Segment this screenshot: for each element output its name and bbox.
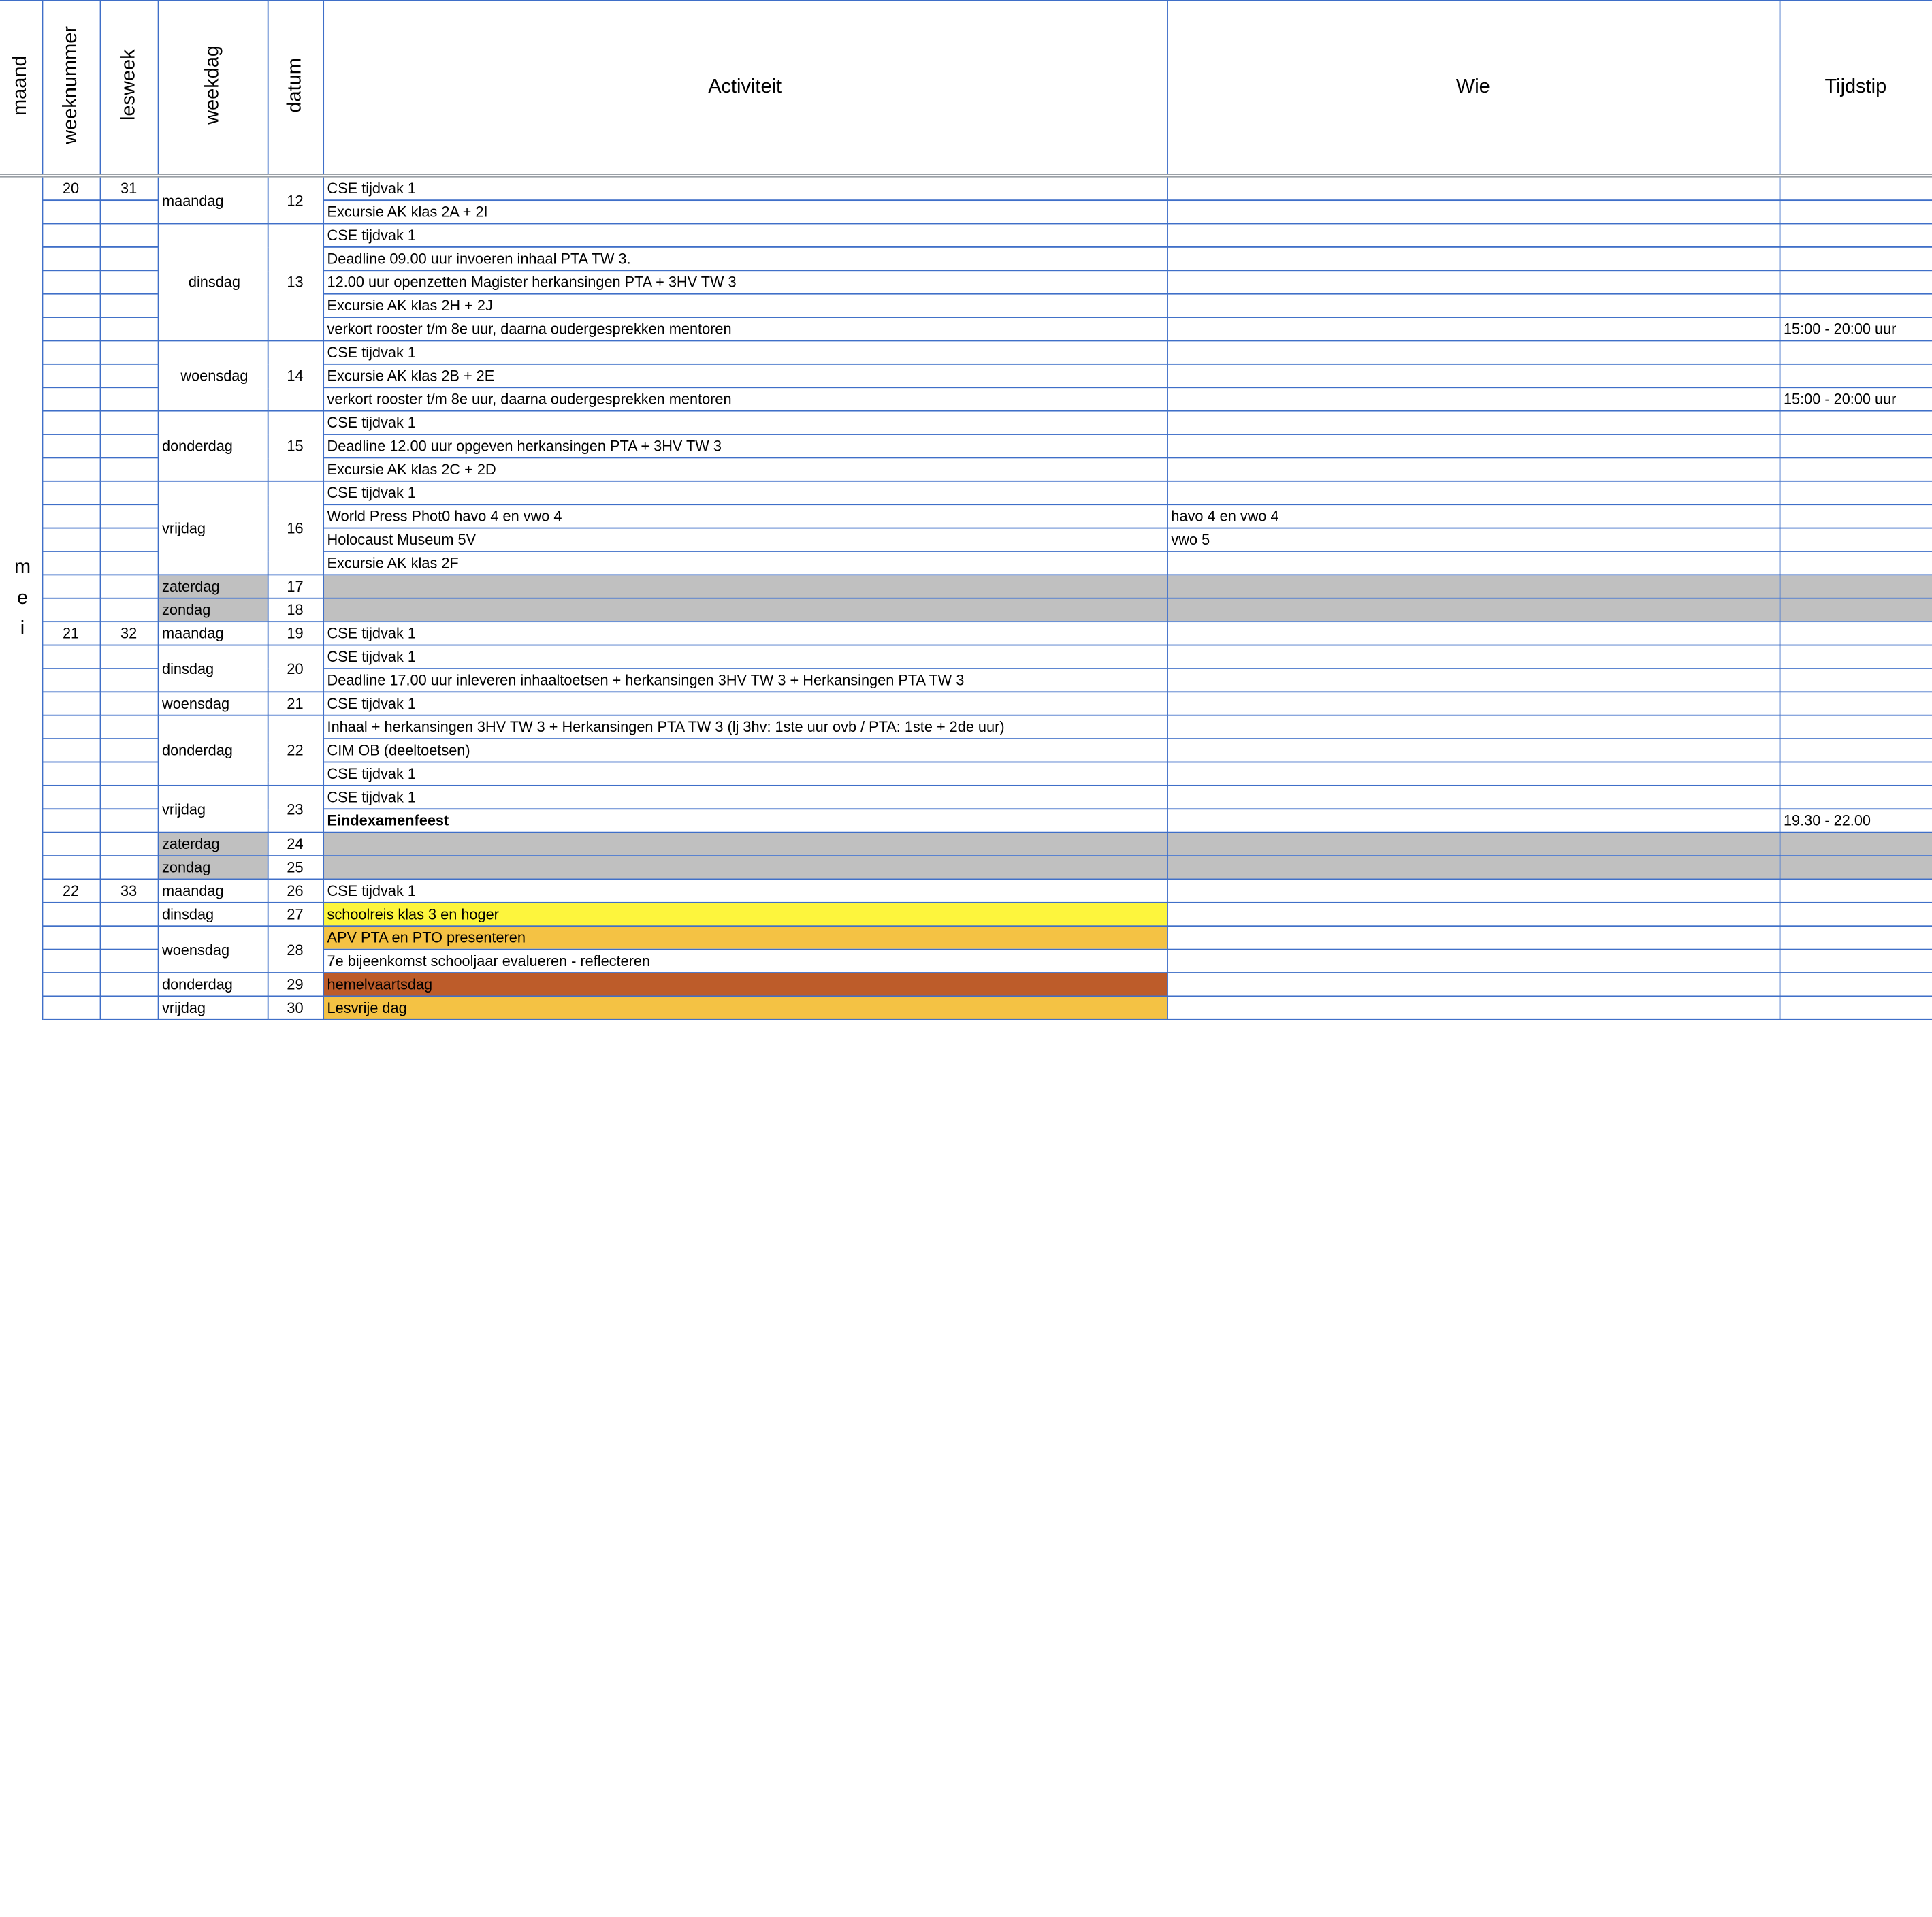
tijdstip-cell[interactable] [1780, 856, 1932, 879]
activiteit-cell[interactable]: CSE tijdvak 1 [323, 481, 1167, 504]
wie-cell[interactable] [1167, 340, 1780, 364]
activiteit-cell[interactable]: Excursie AK klas 2C + 2D [323, 457, 1167, 481]
tijdstip-cell[interactable] [1780, 645, 1932, 668]
wie-cell[interactable] [1167, 809, 1780, 832]
wie-cell[interactable] [1167, 317, 1780, 340]
activiteit-cell[interactable]: verkort rooster t/m 8e uur, daarna oudergesprekken mentoren [323, 317, 1167, 340]
wie-cell[interactable] [1167, 622, 1780, 645]
lesweek-cell[interactable] [100, 200, 158, 223]
wie-cell[interactable] [1167, 457, 1780, 481]
activiteit-cell[interactable]: CSE tijdvak 1 [323, 762, 1167, 785]
wie-cell[interactable] [1167, 903, 1780, 926]
weeknummer-cell[interactable]: 22 [42, 879, 100, 902]
wie-cell[interactable] [1167, 668, 1780, 692]
activiteit-cell[interactable]: hemelvaartsdag [323, 973, 1167, 996]
table-row [0, 645, 1932, 668]
weeknummer-cell[interactable] [42, 950, 100, 973]
weeknummer-cell[interactable] [42, 247, 100, 270]
weeknummer-cell[interactable] [42, 575, 100, 598]
activiteit-cell[interactable]: 7e bijeenkomst schooljaar evalueren - reflecteren [323, 950, 1167, 973]
tijdstip-cell[interactable] [1780, 996, 1932, 1019]
lesweek-cell[interactable] [100, 762, 158, 785]
weeknummer-cell[interactable] [42, 270, 100, 293]
weeknummer-cell[interactable] [42, 481, 100, 504]
lesweek-cell[interactable] [100, 973, 158, 996]
datum-cell[interactable]: 29 [268, 973, 323, 996]
activiteit-cell[interactable]: Inhaal + herkansingen 3HV TW 3 + Herkansingen PTA TW 3 (lj 3hv: 1ste uur ovb / PTA: 1ste + 2de uur) [323, 715, 1167, 739]
wie-cell[interactable] [1167, 176, 1780, 200]
weekdag-cell[interactable]: donderdag [158, 715, 268, 786]
wie-cell[interactable] [1167, 762, 1780, 785]
activiteit-cell[interactable]: World Press Phot0 havo 4 en vwo 4 [323, 504, 1167, 528]
tijdstip-cell[interactable] [1780, 692, 1932, 715]
weeknummer-cell[interactable] [42, 786, 100, 809]
header-weekdag[interactable]: weekdag [158, 1, 268, 176]
lesweek-cell[interactable] [100, 715, 158, 739]
activiteit-cell[interactable]: CSE tijdvak 1 [323, 622, 1167, 645]
activiteit-cell[interactable]: CSE tijdvak 1 [323, 224, 1167, 247]
table-row [0, 926, 1932, 949]
wie-cell[interactable] [1167, 575, 1780, 598]
weeknummer-cell[interactable] [42, 387, 100, 410]
weeknummer-cell[interactable] [42, 645, 100, 668]
weeknummer-cell[interactable] [42, 739, 100, 762]
activiteit-cell[interactable]: CSE tijdvak 1 [323, 692, 1167, 715]
lesweek-cell[interactable] [100, 340, 158, 364]
wie-cell[interactable] [1167, 551, 1780, 575]
lesweek-cell[interactable] [100, 528, 158, 551]
tijdstip-cell[interactable] [1780, 434, 1932, 457]
wie-cell[interactable] [1167, 879, 1780, 902]
weeknummer-cell[interactable] [42, 926, 100, 949]
weekdag-cell[interactable]: woensdag [158, 926, 268, 973]
datum-cell[interactable]: 23 [268, 786, 323, 833]
tijdstip-cell[interactable]: 19.30 - 22.00 [1780, 809, 1932, 832]
tijdstip-cell[interactable] [1780, 224, 1932, 247]
datum-cell[interactable]: 18 [268, 598, 323, 622]
weekdag-cell[interactable]: zaterdag [158, 575, 268, 598]
wie-cell[interactable] [1167, 739, 1780, 762]
datum-cell[interactable]: 26 [268, 879, 323, 902]
weeknummer-cell[interactable] [42, 996, 100, 1019]
weeknummer-cell[interactable] [42, 762, 100, 785]
table-row [0, 340, 1932, 364]
tijdstip-cell[interactable] [1780, 833, 1932, 856]
datum-cell[interactable]: 14 [268, 340, 323, 410]
tijdstip-cell[interactable] [1780, 903, 1932, 926]
datum-cell[interactable]: 21 [268, 692, 323, 715]
weekdag-cell[interactable]: vrijdag [158, 481, 268, 575]
wie-cell[interactable] [1167, 598, 1780, 622]
table-row [0, 411, 1932, 434]
table-row [0, 575, 1932, 598]
activiteit-cell[interactable]: Excursie AK klas 2B + 2E [323, 364, 1167, 387]
activiteit-cell[interactable]: CIM OB (deeltoetsen) [323, 739, 1167, 762]
tijdstip-cell[interactable] [1780, 879, 1932, 902]
tijdstip-cell[interactable]: 15:00 - 20:00 uur [1780, 317, 1932, 340]
tijdstip-cell[interactable] [1780, 926, 1932, 949]
wie-cell[interactable] [1167, 247, 1780, 270]
lesweek-cell[interactable] [100, 575, 158, 598]
table-row [0, 622, 1932, 645]
table-row [0, 973, 1932, 996]
lesweek-cell[interactable] [100, 996, 158, 1019]
lesweek-cell[interactable] [100, 434, 158, 457]
weeknummer-cell[interactable] [42, 457, 100, 481]
weekdag-cell[interactable]: maandag [158, 622, 268, 645]
activiteit-cell[interactable]: Excursie AK klas 2H + 2J [323, 294, 1167, 317]
table-row [0, 786, 1932, 809]
lesweek-cell[interactable] [100, 317, 158, 340]
activiteit-cell[interactable]: Deadline 09.00 uur invoeren inhaal PTA TW 3. [323, 247, 1167, 270]
table-row [0, 879, 1932, 902]
tijdstip-cell[interactable] [1780, 176, 1932, 200]
wie-cell[interactable] [1167, 294, 1780, 317]
activiteit-cell[interactable] [323, 598, 1167, 622]
header-wie[interactable]: Wie [1167, 1, 1780, 176]
weeknummer-cell[interactable] [42, 528, 100, 551]
lesweek-cell[interactable] [100, 457, 158, 481]
header-lesweek[interactable]: lesweek [100, 1, 158, 176]
wie-cell[interactable] [1167, 387, 1780, 410]
weeknummer-cell[interactable] [42, 668, 100, 692]
table-row [0, 996, 1932, 1019]
weeknummer-cell[interactable] [42, 224, 100, 247]
month-cell[interactable] [0, 176, 42, 1020]
datum-cell[interactable]: 12 [268, 176, 323, 224]
wie-cell[interactable] [1167, 270, 1780, 293]
lesweek-cell[interactable]: 33 [100, 879, 158, 902]
lesweek-cell[interactable]: 32 [100, 622, 158, 645]
weeknummer-cell[interactable] [42, 411, 100, 434]
activiteit-cell[interactable]: CSE tijdvak 1 [323, 411, 1167, 434]
table-row [0, 833, 1932, 856]
tijdstip-cell[interactable]: 15:00 - 20:00 uur [1780, 387, 1932, 410]
weeknummer-cell[interactable]: 21 [42, 622, 100, 645]
wie-cell[interactable] [1167, 224, 1780, 247]
datum-cell[interactable]: 13 [268, 224, 323, 341]
table-row [0, 903, 1932, 926]
activiteit-cell[interactable] [323, 833, 1167, 856]
month-letter: m [14, 557, 31, 579]
weekdag-cell[interactable]: dinsdag [158, 903, 268, 926]
wie-cell[interactable]: havo 4 en vwo 4 [1167, 504, 1780, 528]
header-maand[interactable]: maand [0, 1, 42, 176]
weeknummer-cell[interactable] [42, 551, 100, 575]
activiteit-cell[interactable]: Deadline 12.00 uur opgeven herkansingen PTA + 3HV TW 3 [323, 434, 1167, 457]
wie-cell[interactable] [1167, 364, 1780, 387]
table-row [0, 692, 1932, 715]
activiteit-cell[interactable]: Lesvrije dag [323, 996, 1167, 1019]
header-activiteit[interactable]: Activiteit [323, 1, 1167, 176]
lesweek-cell[interactable] [100, 551, 158, 575]
weeknummer-cell[interactable] [42, 598, 100, 622]
weeknummer-cell[interactable] [42, 715, 100, 739]
activiteit-cell[interactable]: Eindexamenfeest [323, 809, 1167, 832]
wie-cell[interactable] [1167, 481, 1780, 504]
tijdstip-cell[interactable] [1780, 294, 1932, 317]
tijdstip-cell[interactable] [1780, 598, 1932, 622]
weekdag-cell[interactable]: zaterdag [158, 833, 268, 856]
lesweek-cell[interactable] [100, 598, 158, 622]
tijdstip-cell[interactable] [1780, 715, 1932, 739]
weeknummer-cell[interactable] [42, 317, 100, 340]
lesweek-cell[interactable] [100, 903, 158, 926]
tijdstip-cell[interactable] [1780, 575, 1932, 598]
datum-cell[interactable]: 30 [268, 996, 323, 1019]
wie-cell[interactable] [1167, 411, 1780, 434]
weeknummer-cell[interactable] [42, 340, 100, 364]
tijdstip-cell[interactable] [1780, 528, 1932, 551]
activiteit-cell[interactable]: Excursie AK klas 2A + 2I [323, 200, 1167, 223]
tijdstip-cell[interactable] [1780, 622, 1932, 645]
tijdstip-cell[interactable] [1780, 739, 1932, 762]
activiteit-cell[interactable]: 12.00 uur openzetten Magister herkansingen PTA + 3HV TW 3 [323, 270, 1167, 293]
weeknummer-cell[interactable] [42, 856, 100, 879]
lesweek-cell[interactable] [100, 270, 158, 293]
weekdag-cell[interactable]: woensdag [158, 340, 268, 410]
tijdstip-cell[interactable] [1780, 786, 1932, 809]
activiteit-cell[interactable]: CSE tijdvak 1 [323, 786, 1167, 809]
lesweek-cell[interactable] [100, 481, 158, 504]
datum-cell[interactable]: 16 [268, 481, 323, 575]
lesweek-cell[interactable] [100, 411, 158, 434]
activiteit-cell[interactable]: CSE tijdvak 1 [323, 340, 1167, 364]
tijdstip-cell[interactable] [1780, 504, 1932, 528]
weekdag-cell[interactable]: vrijdag [158, 996, 268, 1019]
header-datum[interactable]: datum [268, 1, 323, 176]
tijdstip-cell[interactable] [1780, 481, 1932, 504]
weeknummer-cell[interactable] [42, 364, 100, 387]
lesweek-cell[interactable] [100, 247, 158, 270]
weeknummer-cell[interactable] [42, 504, 100, 528]
tijdstip-cell[interactable] [1780, 247, 1932, 270]
table-row [0, 176, 1932, 200]
table-row [0, 481, 1932, 504]
lesweek-cell[interactable]: 31 [100, 176, 158, 200]
month-letter: i [20, 619, 25, 640]
activiteit-cell[interactable]: CSE tijdvak 1 [323, 645, 1167, 668]
tijdstip-cell[interactable] [1780, 457, 1932, 481]
lesweek-cell[interactable] [100, 926, 158, 949]
weeknummer-cell[interactable] [42, 833, 100, 856]
header-tijdstip[interactable]: Tijdstip [1780, 1, 1932, 176]
lesweek-cell[interactable] [100, 364, 158, 387]
lesweek-cell[interactable] [100, 950, 158, 973]
lesweek-cell[interactable] [100, 645, 158, 668]
tijdstip-cell[interactable] [1780, 950, 1932, 973]
tijdstip-cell[interactable] [1780, 200, 1932, 223]
wie-cell[interactable] [1167, 926, 1780, 949]
tijdstip-cell[interactable] [1780, 364, 1932, 387]
activiteit-cell[interactable] [323, 575, 1167, 598]
weekdag-cell[interactable]: maandag [158, 879, 268, 902]
lesweek-cell[interactable] [100, 692, 158, 715]
header-weeknummer[interactable]: weeknummer [42, 1, 100, 176]
wie-cell[interactable] [1167, 833, 1780, 856]
table-row [0, 715, 1932, 739]
tijdstip-cell[interactable] [1780, 270, 1932, 293]
activiteit-cell[interactable]: schoolreis klas 3 en hoger [323, 903, 1167, 926]
lesweek-cell[interactable] [100, 809, 158, 832]
weekdag-cell[interactable]: maandag [158, 176, 268, 224]
datum-cell[interactable]: 15 [268, 411, 323, 481]
wie-cell[interactable] [1167, 856, 1780, 879]
activiteit-cell[interactable]: Deadline 17.00 uur inleveren inhaaltoetsen + herkansingen 3HV TW 3 + Herkansingen PTA TW 3 [323, 668, 1167, 692]
lesweek-cell[interactable] [100, 668, 158, 692]
weekdag-cell[interactable]: dinsdag [158, 224, 268, 341]
activiteit-cell[interactable]: CSE tijdvak 1 [323, 879, 1167, 902]
lesweek-cell[interactable] [100, 224, 158, 247]
datum-cell[interactable]: 24 [268, 833, 323, 856]
weekdag-cell[interactable]: dinsdag [158, 645, 268, 692]
wie-cell[interactable] [1167, 715, 1780, 739]
datum-cell[interactable]: 28 [268, 926, 323, 973]
weeknummer-cell[interactable] [42, 200, 100, 223]
lesweek-cell[interactable] [100, 739, 158, 762]
wie-cell[interactable] [1167, 645, 1780, 668]
activiteit-cell[interactable]: APV PTA en PTO presenteren [323, 926, 1167, 949]
activiteit-cell[interactable]: Excursie AK klas 2F [323, 551, 1167, 575]
weeknummer-cell[interactable] [42, 903, 100, 926]
weekdag-cell[interactable]: donderdag [158, 973, 268, 996]
wie-cell[interactable] [1167, 950, 1780, 973]
table-row [0, 598, 1932, 622]
activiteit-cell[interactable] [323, 856, 1167, 879]
wie-cell[interactable] [1167, 996, 1780, 1019]
lesweek-cell[interactable] [100, 387, 158, 410]
month-letter: e [16, 587, 29, 609]
weeknummer-cell[interactable] [42, 294, 100, 317]
activiteit-cell[interactable]: verkort rooster t/m 8e uur, daarna oudergesprekken mentoren [323, 387, 1167, 410]
datum-cell[interactable]: 22 [268, 715, 323, 786]
tijdstip-cell[interactable] [1780, 340, 1932, 364]
datum-cell[interactable]: 27 [268, 903, 323, 926]
tijdstip-cell[interactable] [1780, 411, 1932, 434]
activiteit-cell[interactable]: Holocaust Museum 5V [323, 528, 1167, 551]
datum-cell[interactable]: 17 [268, 575, 323, 598]
weeknummer-cell[interactable]: 20 [42, 176, 100, 200]
weeknummer-cell[interactable] [42, 973, 100, 996]
table-row [0, 856, 1932, 879]
lesweek-cell[interactable] [100, 294, 158, 317]
lesweek-cell[interactable] [100, 833, 158, 856]
header-row [0, 1, 1932, 176]
lesweek-cell[interactable] [100, 786, 158, 809]
weekdag-cell[interactable]: vrijdag [158, 786, 268, 833]
weeknummer-cell[interactable] [42, 692, 100, 715]
wie-cell[interactable] [1167, 786, 1780, 809]
weekdag-cell[interactable]: donderdag [158, 411, 268, 481]
weekdag-cell[interactable]: zondag [158, 856, 268, 879]
wie-cell[interactable] [1167, 434, 1780, 457]
lesweek-cell[interactable] [100, 856, 158, 879]
wie-cell[interactable] [1167, 200, 1780, 223]
weekdag-cell[interactable]: zondag [158, 598, 268, 622]
wie-cell[interactable] [1167, 973, 1780, 996]
datum-cell[interactable]: 19 [268, 622, 323, 645]
datum-cell[interactable]: 20 [268, 645, 323, 692]
wie-cell[interactable] [1167, 692, 1780, 715]
lesweek-cell[interactable] [100, 504, 158, 528]
tijdstip-cell[interactable] [1780, 668, 1932, 692]
wie-cell[interactable]: vwo 5 [1167, 528, 1780, 551]
weeknummer-cell[interactable] [42, 809, 100, 832]
table-row [0, 224, 1932, 247]
weeknummer-cell[interactable] [42, 434, 100, 457]
datum-cell[interactable]: 25 [268, 856, 323, 879]
tijdstip-cell[interactable] [1780, 762, 1932, 785]
activiteit-cell[interactable]: CSE tijdvak 1 [323, 176, 1167, 200]
tijdstip-cell[interactable] [1780, 973, 1932, 996]
weekdag-cell[interactable]: woensdag [158, 692, 268, 715]
tijdstip-cell[interactable] [1780, 551, 1932, 575]
